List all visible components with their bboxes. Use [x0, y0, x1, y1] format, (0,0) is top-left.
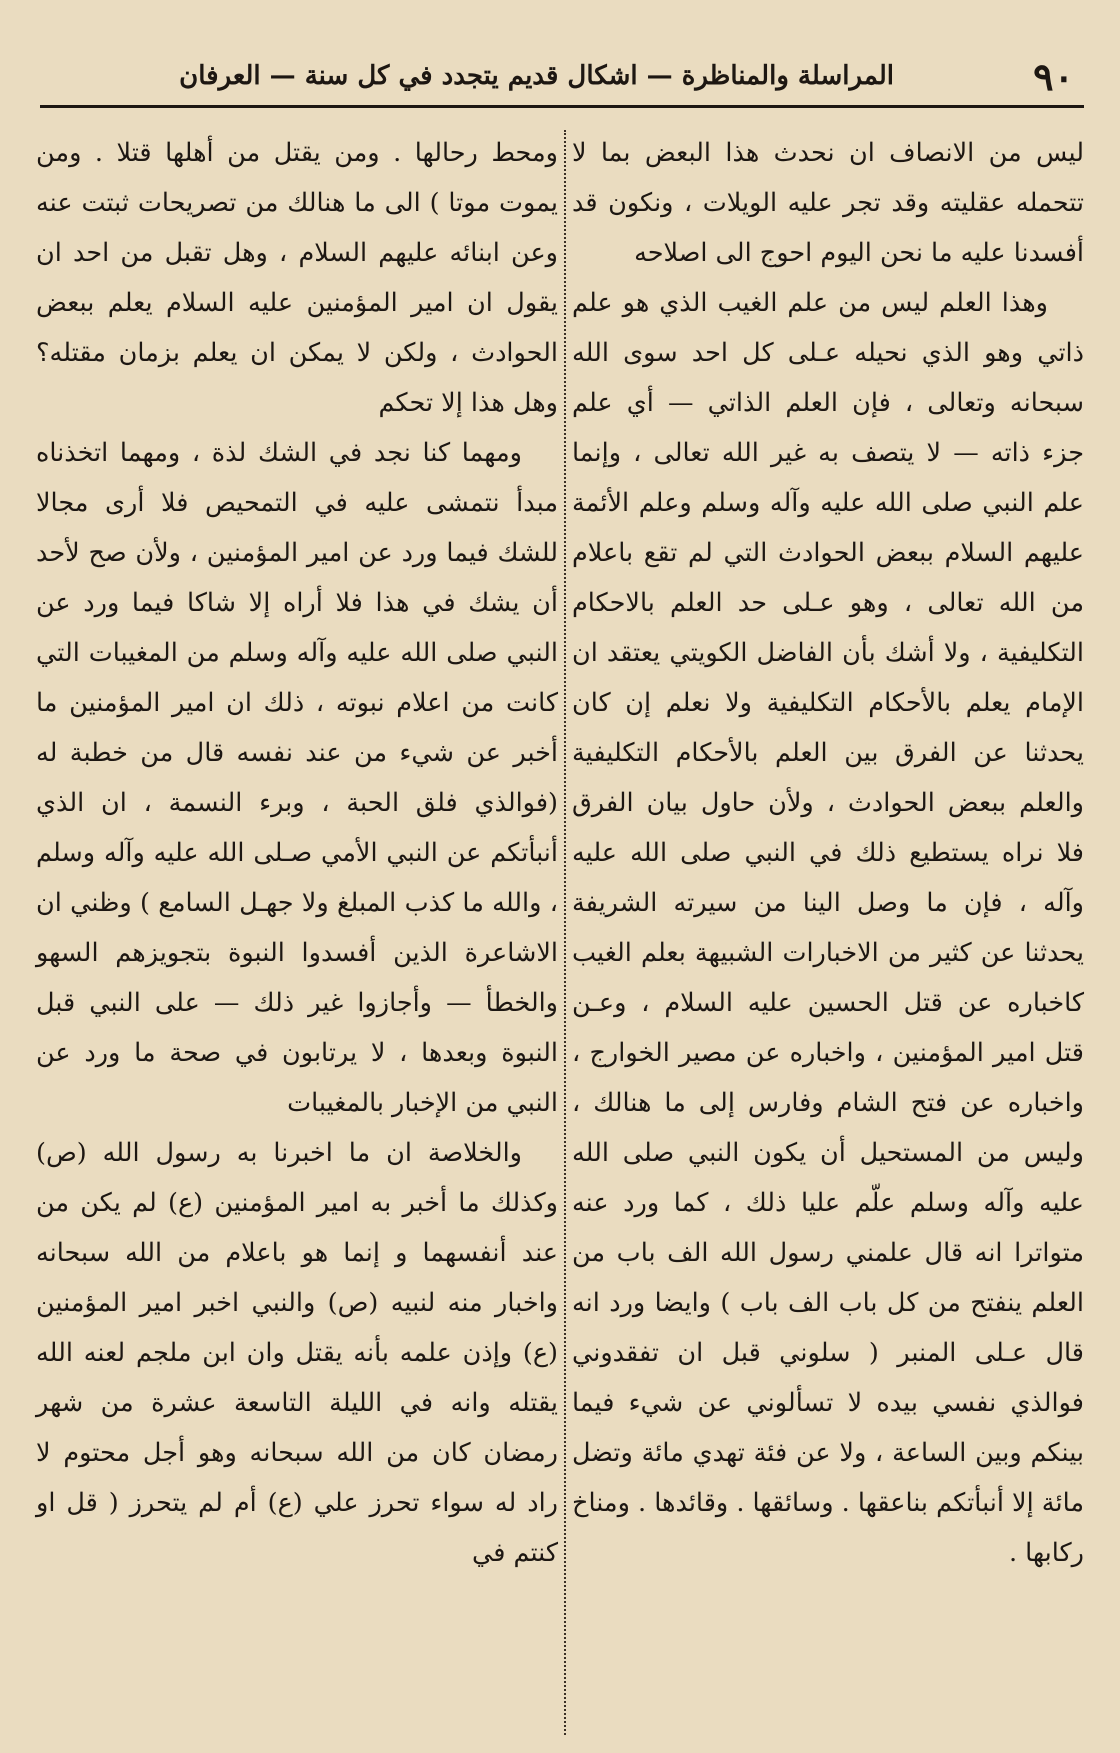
paragraph: ومحط رحالها . ومن يقتل من أهلها قتلا . ومن يموت موتا ) الى ما هنالك من تصريحات ثبتت عنه وعن ابنائه عليهم السلام ، وهل تقبل من احد ان يقول ان امير المؤمنين عليه السلام يعلم ببعض الحوادث ، ولكن لا يمكن ان يعلم بزمان مقتله؟ وهل هذا إلا تحكم: [36, 138, 558, 418]
paragraph: ليس من الانصاف ان نحدث هذا البعض بما لا تتحمله عقليته وقد تجر عليه الويلات ، ونكون قد أفسدنا عليه ما نحن اليوم احوج الى اصلاحه: [572, 138, 1084, 268]
left-column: [36, 128, 558, 1740]
right-column: [572, 128, 1084, 1740]
column-divider: [564, 130, 566, 1735]
page-number: ٩٠: [1033, 53, 1074, 99]
paragraph: وهذا العلم ليس من علم الغيب الذي هو علم ذاتي وهو الذي نحيله عـلى كل احد سوى الله سبحانه وتعالى ، فإن العلم الذاتي — أي علم جزء ذاته — لا يتصف به غير الله تعالى ، وإنما علم النبي صلى الله عليه وآله وسلم وعلم الأئمة عليهم السلام ببعض الحوادث التي لم تقع باعلام من الله تعالى ، وهو عـلى حد العلم بالاحكام التكليفية ، ولا أشك بأن الفاضل الكويتي يعتقد ان الإمام يعلم بالأحكام التكليفية ولا نعلم إن كان يحدثنا عن الفرق بين العلم بالأحكام التكليفية والعلم ببعض الحوادث ، ولأن حاول بيان الفرق فلا نراه يستطيع ذلك في النبي صلى الله عليه وآله ، فإن ما وصل الينا من سيرته الشريفة يحدثنا عن كثير من الاخبارات الشبيهة بعلم الغيب كاخباره عن قتل الحسين عليه السلام ، وعـن قتل امير المؤمنين ، واخباره عن مصير الخوارج ، واخباره عن فتح الشام وفارس إلى ما هنالك ، وليس من المستحيل أن يكون النبي صلى الله عليه وآله وسلم علّم عليا ذلك ، كما ورد عنه متواترا انه قال علمني رسول الله الف باب من العلم ينفتح من كل باب الف باب ) وايضا ورد انه قال عـلى المنبر ( سلوني قبل ان تفقدوني فوالذي نفسي بيده لا تسألوني عن شيء فيما بينكم وبين الساعة ، ولا عن فئة تهدي مائة وتضل مائة إلا أنبأتكم بناعقها . وسائقها . وقائدها . ومناخ ركابها .: [572, 288, 1084, 1568]
paragraph: ومهما كنا نجد في الشك لذة ، ومهما اتخذناه مبدأ نتمشى عليه في التمحيص فلا أرى مجالا للشك فيما ورد عن امير المؤمنين ، ولأن صح لأحد أن يشك في هذا فلا أراه إلا شاكا فيما ورد عن النبي صلى الله عليه وآله وسلم من المغيبات التي كانت من اعلام نبوته ، ذلك ان امير المؤمنين ما أخبر عن شيء من عند نفسه قال من خطبة له (فوالذي فلق الحبة ، وبرء النسمة ، ان الذي أنبأتكم عن النبي الأمي صـلى الله عليه وآله وسلم ، والله ما كذب المبلغ ولا جهـل السامع ) وظني ان الاشاعرة الذين أفسدوا النبوة بتجويزهم السهو والخطأ — وأجازوا غير ذلك — على النبي قبل النبوة وبعدها ، لا يرتابون في صحة ما ورد عن النبي من الإخبار بالمغيبات: [36, 438, 558, 1118]
page-header: [40, 50, 1084, 102]
running-title: المراسلة والمناظرة — اشكال قديم يتجدد في كل سنة — العرفان: [179, 61, 895, 91]
paragraph: والخلاصة ان ما اخبرنا به رسول الله (ص) وكذلك ما أخبر به امير المؤمنين (ع) لم يكن من عند أنفسهما و إنما هو باعلام من الله سبحانه واخبار منه لنبيه (ص) والنبي اخبر امير المؤمنين (ع) وإذن علمه بأنه يقتل وان ابن ملجم لعنه الله يقتله وانه في الليلة التاسعة عشرة من شهر رمضان كان من الله سبحانه وهو أجل محتوم لا راد له سواء تحرز علي (ع) أم لم يتحرز ( قل او كنتم في: [36, 1138, 558, 1568]
header-rule: [40, 105, 1084, 108]
